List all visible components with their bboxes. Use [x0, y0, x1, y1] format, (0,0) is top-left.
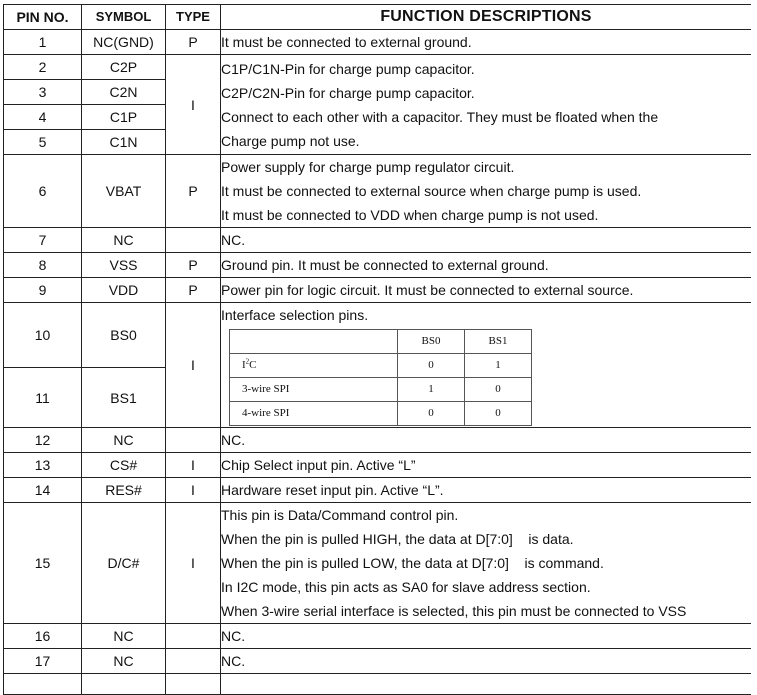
pin-number: 10: [4, 303, 82, 368]
table-row: [4, 503, 752, 624]
interface-bs0-value: 1: [398, 378, 465, 402]
function-line: When the pin is pulled HIGH, the data at D[7:0] is data.: [221, 531, 574, 547]
pin-type: I: [166, 503, 221, 624]
header-symbol: SYMBOL: [82, 5, 166, 30]
pin-function: [221, 30, 752, 55]
interface-label: 4-wire SPI: [230, 402, 398, 426]
pin-symbol: NC: [82, 228, 166, 253]
pin-symbol: C2N: [82, 80, 166, 105]
function-line: Power supply for charge pump regulator circuit.: [221, 159, 515, 175]
pin-number: 1: [4, 30, 82, 55]
pin-number: 7: [4, 228, 82, 253]
table-row: [4, 30, 752, 55]
table-row: [4, 228, 752, 253]
pin-type: I: [166, 303, 221, 428]
function-line: It must be connected to external source when charge pump is used.: [221, 183, 642, 199]
pin-type: I: [166, 478, 221, 503]
function-line: C2P/C2N-Pin for charge pump capacitor.: [221, 84, 475, 101]
function-line: When 3-wire serial interface is selected, this pin must be connected to VSS: [221, 603, 687, 619]
pin-symbol: D/C#: [82, 503, 166, 624]
pin-function: [221, 428, 752, 453]
function-line: NC.: [221, 628, 246, 644]
pin-number: 2: [4, 55, 82, 80]
table-row: [4, 303, 752, 368]
interface-row: [230, 378, 532, 402]
pin-function: [221, 253, 752, 278]
pin-function: [221, 278, 752, 303]
pin-symbol: VSS: [82, 253, 166, 278]
table-row: [4, 624, 752, 649]
table-row: [4, 428, 752, 453]
pin-type: [166, 649, 221, 674]
table-row: [4, 55, 752, 80]
pin-symbol: BS0: [82, 303, 166, 368]
interface-header-bs1: BS1: [465, 330, 532, 354]
pin-type: P: [166, 30, 221, 55]
interface-bs0-value: 0: [398, 354, 465, 378]
pin-type: I: [166, 55, 221, 155]
function-line: It must be connected to VDD when charge pump is not used.: [221, 207, 599, 223]
table-row-cut: [4, 674, 752, 695]
pin-symbol: NC: [82, 428, 166, 453]
interface-header-blank: [230, 330, 398, 354]
pin-function: [221, 503, 752, 624]
pin-type: [166, 428, 221, 453]
function-line: Charge pump not use.: [221, 132, 360, 149]
interface-row: [230, 354, 532, 378]
pin-symbol: C2P: [82, 55, 166, 80]
pin-number: 4: [4, 105, 82, 130]
pin-number: 9: [4, 278, 82, 303]
pin-function: [221, 478, 752, 503]
header-row: [4, 5, 752, 30]
pin-number: 6: [4, 155, 82, 228]
function-line: Connect to each other with a capacitor. They must be floated when the: [221, 108, 659, 125]
pin-symbol: RES#: [82, 478, 166, 503]
table-row: [4, 453, 752, 478]
function-line: It must be connected to external ground.: [221, 34, 472, 50]
pin-type: [166, 228, 221, 253]
pin-function: [221, 55, 752, 155]
function-line: Hardware reset input pin. Active “L”.: [221, 482, 444, 498]
pin-type: P: [166, 253, 221, 278]
pin-function: [221, 155, 752, 228]
pin-function: [221, 649, 752, 674]
pin-type: P: [166, 155, 221, 228]
pin-number: 5: [4, 130, 82, 155]
function-line: In I2C mode, this pin acts as SA0 for slave address section.: [221, 579, 591, 595]
pin-description-table-container: [3, 4, 751, 695]
interface-label: 3-wire SPI: [230, 378, 398, 402]
pin-number: 15: [4, 503, 82, 624]
pin-function: [221, 624, 752, 649]
function-line: NC.: [221, 653, 246, 669]
pin-description-table: [3, 4, 751, 695]
function-line: Chip Select input pin. Active “L”: [221, 457, 416, 473]
pin-symbol: CS#: [82, 453, 166, 478]
function-line: Power pin for logic circuit. It must be connected to external source.: [221, 282, 634, 298]
interface-bs1-value: 0: [465, 378, 532, 402]
function-line: Ground pin. It must be connected to external ground.: [221, 257, 549, 273]
function-line: NC.: [221, 432, 246, 448]
header-function: FUNCTION DESCRIPTIONS: [221, 5, 752, 30]
pin-type: P: [166, 278, 221, 303]
pin-number: 12: [4, 428, 82, 453]
interface-bs0-value: 0: [398, 402, 465, 426]
pin-symbol: NC: [82, 649, 166, 674]
function-line: NC.: [221, 232, 246, 248]
pin-number: 14: [4, 478, 82, 503]
header-pin-no: PIN NO.: [4, 5, 82, 30]
pin-symbol: C1N: [82, 130, 166, 155]
pin-function: [221, 453, 752, 478]
pin-number: 3: [4, 80, 82, 105]
interface-header-row: [230, 330, 532, 354]
interface-row: [230, 402, 532, 426]
pin-symbol: BS1: [82, 368, 166, 428]
interface-bs1-value: 0: [465, 402, 532, 426]
pin-symbol: C1P: [82, 105, 166, 130]
interface-selection-table: [229, 329, 532, 426]
pin-number: 16: [4, 624, 82, 649]
function-line: When the pin is pulled LOW, the data at D[7:0] is command.: [221, 555, 604, 571]
pin-function: [221, 303, 752, 428]
function-line: This pin is Data/Command control pin.: [221, 507, 459, 523]
interface-label: $I^2C$: [230, 354, 398, 378]
pin-symbol: VDD: [82, 278, 166, 303]
pin-symbol: NC(GND): [82, 30, 166, 55]
pin-symbol: VBAT: [82, 155, 166, 228]
pin-number: 8: [4, 253, 82, 278]
pin-number: 13: [4, 453, 82, 478]
pin-number: 17: [4, 649, 82, 674]
pin-symbol: NC: [82, 624, 166, 649]
table-row: [4, 253, 752, 278]
pin-function: [221, 228, 752, 253]
pin-number: 11: [4, 368, 82, 428]
function-line: Interface selection pins.: [221, 307, 369, 323]
pin-type: I: [166, 453, 221, 478]
interface-bs1-value: 1: [465, 354, 532, 378]
interface-header-bs0: BS0: [398, 330, 465, 354]
table-row: [4, 278, 752, 303]
header-type: TYPE: [166, 5, 221, 30]
table-row: [4, 155, 752, 228]
table-row: [4, 649, 752, 674]
table-row: [4, 478, 752, 503]
function-line: C1P/C1N-Pin for charge pump capacitor.: [221, 60, 475, 77]
pin-type: [166, 624, 221, 649]
